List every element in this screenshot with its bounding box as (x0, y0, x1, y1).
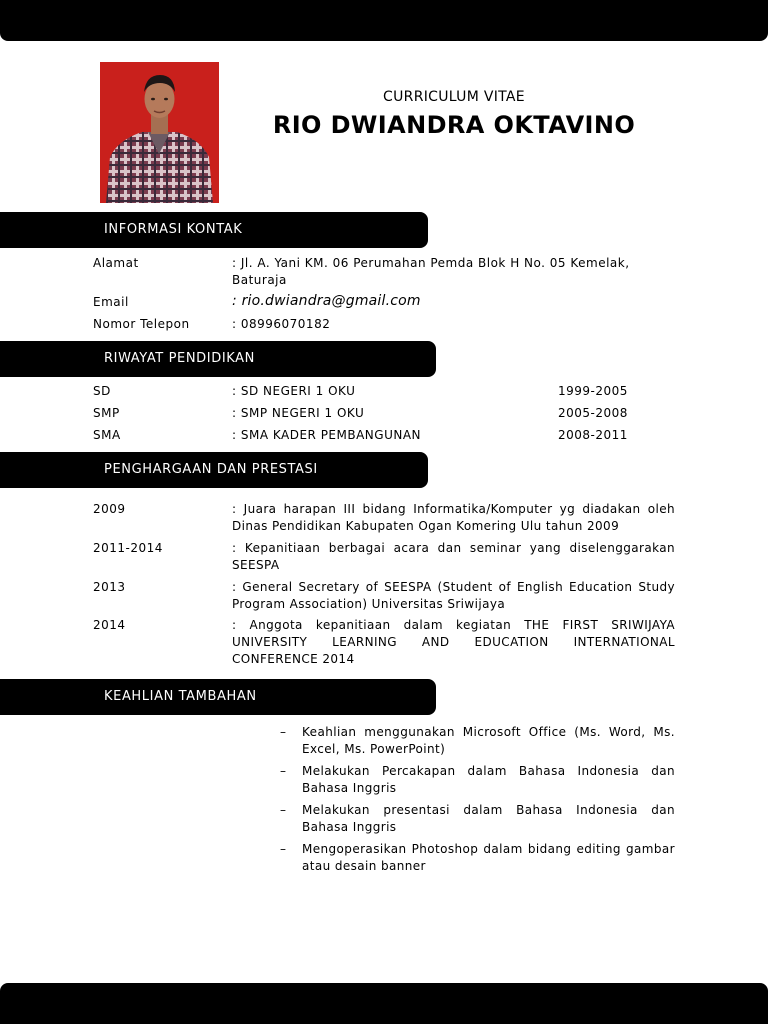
email-address: : rio.dwiandra@gmail.com (232, 293, 421, 309)
education-school: : SMA KADER PEMBANGUNAN (232, 428, 422, 442)
skill-item: Melakukan Percakapan dalam Bahasa Indonesia dan Bahasa Inggris (302, 764, 675, 795)
email-value (232, 293, 421, 310)
award-description: : Anggota kepanitiaan dalam kegiatan THE FIRST SRIWIJAYA UNIVERSITY LEARNING AND EDUCATION INTERNATIONAL CONFERENCE 2014 (232, 618, 675, 666)
phone-value: : 08996070182 (232, 317, 331, 331)
skill-item: Mengoperasikan Photoshop dalam bidang editing gambar atau desain banner (302, 842, 675, 873)
bottom-decorative-bar (0, 983, 768, 1024)
email-label: Email (93, 295, 129, 309)
award-description: : General Secretary of SEESPA (Student of English Education Study Program Association) Universitas Sriwijaya (232, 580, 675, 611)
section-header-contact (0, 212, 428, 248)
education-level: SMA (93, 428, 121, 442)
award-year: 2013 (93, 580, 126, 594)
address-value-line-2: Baturaja (232, 273, 287, 287)
bullet-dash: – (280, 764, 286, 778)
section-header-awards (0, 452, 428, 488)
skill-item: Keahlian menggunakan Microsoft Office (Ms. Word, Ms. Excel, Ms. PowerPoint) (302, 725, 675, 756)
section-header-skills (0, 679, 436, 715)
award-year: 2014 (93, 618, 126, 632)
education-level: SD (93, 384, 111, 398)
address-value: : Jl. A. Yani KM. 06 Perumahan Pemda Blok H No. 05 Kemelak, (232, 256, 630, 270)
bullet-dash: – (280, 725, 286, 739)
address-label: Alamat (93, 256, 139, 270)
section-title: KEAHLIAN TAMBAHAN (104, 689, 257, 704)
award-description: : Juara harapan III bidang Informatika/Komputer yg diadakan oleh Dinas Pendidikan Kabupaten Ogan Komering Ulu tahun 2009 (232, 502, 675, 533)
award-year: 2011-2014 (93, 541, 163, 555)
education-years: 1999-2005 (558, 384, 628, 398)
section-header-education (0, 341, 436, 377)
person-portrait-icon (100, 62, 219, 203)
skill-item: Melakukan presentasi dalam Bahasa Indonesia dan Bahasa Inggris (302, 803, 675, 834)
education-level: SMP (93, 406, 120, 420)
profile-photo (100, 62, 219, 203)
section-title: INFORMASI KONTAK (104, 222, 243, 237)
candidate-name: RIO DWIANDRA OKTAVINO (272, 111, 636, 139)
top-decorative-bar (0, 0, 768, 41)
education-years: 2005-2008 (558, 406, 628, 420)
award-description: : Kepanitiaan berbagai acara dan seminar yang diselenggarakan SEESPA (232, 541, 675, 572)
bullet-dash: – (280, 842, 286, 856)
education-school: : SMP NEGERI 1 OKU (232, 406, 365, 420)
bullet-dash: – (280, 803, 286, 817)
award-year: 2009 (93, 502, 126, 516)
section-title: RIWAYAT PENDIDIKAN (104, 351, 255, 366)
document-subtitle: CURRICULUM VITAE (383, 89, 525, 105)
section-title: PENGHARGAAN DAN PRESTASI (104, 462, 318, 477)
education-school: : SD NEGERI 1 OKU (232, 384, 356, 398)
phone-label: Nomor Telepon (93, 317, 190, 331)
education-years: 2008-2011 (558, 428, 628, 442)
